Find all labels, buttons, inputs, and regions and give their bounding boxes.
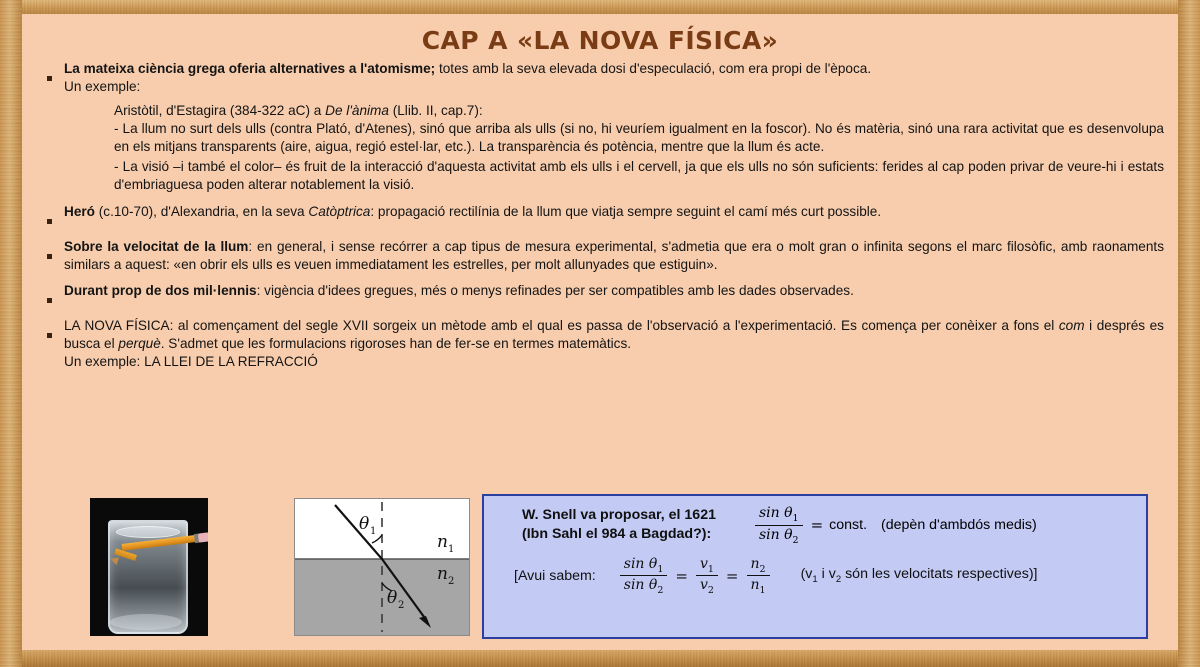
eq2-f1-den: sin θ xyxy=(623,577,658,594)
frame-edge-top xyxy=(0,0,1200,14)
eq1-num-sub: 1 xyxy=(792,512,799,524)
bullet-2-rest-a: (c.10-70), d'Alexandria, en la seva xyxy=(94,203,309,219)
eq1-den-sub: 2 xyxy=(792,534,799,546)
svg-text:2: 2 xyxy=(398,600,405,611)
snell-attribution-line-a: W. Snell va proposar, el 1621 xyxy=(522,507,716,524)
glass-base-shape xyxy=(110,614,182,630)
bullet-1-lead: La mateixa ciència grega oferia alternatives a l'atomisme; xyxy=(64,61,436,76)
slide-body xyxy=(22,55,1178,371)
svg-text:2: 2 xyxy=(448,576,455,587)
svg-text:1: 1 xyxy=(370,526,377,537)
svg-text:n: n xyxy=(437,532,448,552)
bullet-item-1 xyxy=(36,60,1164,96)
aristotle-heading xyxy=(114,102,1164,120)
snell-attribution-line-b: (Ibn Sahl el 984 a Bagdad?): xyxy=(522,526,712,543)
bullet-item-3 xyxy=(36,238,1164,274)
eq2-fraction-v xyxy=(696,556,718,597)
eq2-note-sub-a: 1 xyxy=(812,574,818,586)
page-title: CAP A «LA NOVA FÍSICA» xyxy=(421,26,779,55)
bullet-item-2 xyxy=(36,203,1164,229)
snell-attribution xyxy=(522,506,716,544)
eq2-note-a: (v xyxy=(800,566,813,583)
pencil-in-water-photo xyxy=(90,498,208,636)
eq2-note-sub-b: 2 xyxy=(835,574,842,586)
bullet-1-rest: totes amb la seva elevada dosi d'especulació, com era propi de l'època. xyxy=(435,61,872,76)
bullet-square-icon xyxy=(36,203,64,229)
snell-box-line-1 xyxy=(484,496,1146,546)
bullet-4-text xyxy=(64,282,1164,300)
eq2-f1-den-sub: 2 xyxy=(657,585,664,597)
svg-text:n: n xyxy=(437,564,448,584)
eq2-f1-num: sin θ xyxy=(623,555,658,572)
eq2-note-c: són les velocitats respectives)] xyxy=(841,566,1038,583)
pencil-eraser xyxy=(198,532,208,542)
eq1-den: sin θ xyxy=(758,526,793,543)
bullet-1-text xyxy=(64,60,1164,96)
eq1-note: (depèn d'ambdós medis) xyxy=(881,517,1037,534)
eq2-fraction-sin xyxy=(620,556,668,597)
frame-edge-right xyxy=(1178,0,1200,667)
eq1-rhs: const. xyxy=(829,517,868,534)
bullet-4-rest: : vigència d'idees gregues, més o menys refinades per ser compatibles amb les dades observades. xyxy=(256,283,854,299)
eq2-equals-a: = xyxy=(675,566,688,585)
aristotle-work-title: De l'ànima xyxy=(325,102,389,118)
eq2-f2-num: v xyxy=(699,555,708,572)
svg-text:θ: θ xyxy=(387,588,398,608)
bullet-square-icon xyxy=(36,60,64,86)
bullet-5-second-line: Un exemple: LA LLEI DE LA REFRACCIÓ xyxy=(64,354,318,370)
bullet-2-lead: Heró xyxy=(64,203,95,219)
eq2-f3-den: n xyxy=(750,577,760,594)
bullet-square-icon xyxy=(36,317,64,343)
bullet-square-icon xyxy=(36,282,64,308)
bullet-4-lead: Durant prop de dos mil·lennis xyxy=(64,283,257,299)
media-row xyxy=(22,484,1178,644)
bullet-3-rest: : en general, i sense recórrer a cap tipus de mesura experimental, s'admetia que era o molt gran o infinita segons el marc filosòfic, amb raonaments similars a aquest: «en obrir els ulls es veuen immediatament les estrelles, per molt allunyades que estiguin». xyxy=(64,238,1165,272)
snell-law-box xyxy=(482,494,1148,639)
bullet-5-text xyxy=(64,317,1164,371)
bullet-5-lead: LA NOVA FÍSICA xyxy=(64,318,170,334)
slide-canvas xyxy=(22,14,1178,650)
eq2-equals-b: = xyxy=(725,566,739,585)
eq2-f3-num: n xyxy=(750,555,760,572)
eq2-velocity-note xyxy=(801,566,1038,585)
bullet-3-text xyxy=(64,238,1164,274)
eq2-fraction-n xyxy=(747,556,770,597)
svg-text:1: 1 xyxy=(448,544,455,555)
eq1-equals: = xyxy=(810,516,824,535)
bullet-3-lead: Sobre la velocitat de la llum xyxy=(64,238,249,254)
snell-ratio-fraction xyxy=(755,505,803,546)
eq1-num: sin θ xyxy=(758,505,793,521)
bullet-2-italic: Catòptrica xyxy=(308,203,371,219)
svg-text:θ: θ xyxy=(359,514,370,534)
bullet-5-italic-a: com xyxy=(1058,318,1085,334)
snell-box-line-2 xyxy=(484,546,1146,597)
eq2-f2-den: v xyxy=(699,577,708,594)
frame-edge-bottom xyxy=(0,650,1200,667)
bullet-5-rest-b: i després es busca el xyxy=(64,318,1164,352)
eq2-f1-num-sub: 1 xyxy=(657,563,664,575)
aristotle-paragraph-2: - La visió –i també el color– és fruit de la interacció d'aquesta activitat amb els ulls i el cervell, ja que els ulls no són suficients: ferides al cap poden privar de veure-hi i estats d'embriaguesa poden alterar notablement la visió. xyxy=(114,158,1164,192)
bullet-5-italic-b: perquè xyxy=(118,336,161,352)
refraction-diagram xyxy=(294,498,470,636)
eq2-f3-den-sub: 1 xyxy=(759,585,766,597)
eq2-note-b: i v xyxy=(817,566,836,583)
bullet-5-rest-c: . S'admet que les formulacions rigoroses han de fer-se en termes matemàtics. xyxy=(160,336,632,352)
frame-edge-left xyxy=(0,0,22,667)
eq2-f3-num-sub: 2 xyxy=(759,563,766,575)
aristotle-paragraph-1: - La llum no surt dels ulls (contra Plató, d'Atenes), sinó que arriba als ulls (si no, hi veuríem igualment en la foscor). No és matèria, sinó una rara activitat que es desenvolupa en els mitjans transparents (aire, aigua, regió estel·lar, etc.). La transparència és potència, mentre que la llum és acte. xyxy=(114,120,1164,154)
bullet-item-5 xyxy=(36,317,1164,371)
bullet-item-4 xyxy=(36,282,1164,308)
aristotle-heading-a: Aristòtil, d'Estagira (384-322 aC) a xyxy=(114,102,326,118)
bullet-1-second-line: Un exemple: xyxy=(64,78,141,94)
bullet-2-text xyxy=(64,203,1164,221)
eq2-f2-num-sub: 1 xyxy=(707,563,714,575)
aristotle-heading-b: (Llib. II, cap.7): xyxy=(388,102,483,118)
bullet-square-icon xyxy=(36,238,64,264)
today-we-know-label: [Avui sabem: xyxy=(514,567,596,584)
bullet-5-rest-a: : al començament del segle XVII sorgeix un mètode amb el qual es passa de l'observació a l'experimentació. Es comença per conèixer a fons el xyxy=(169,318,1059,334)
eq2-f2-den-sub: 2 xyxy=(707,585,714,597)
bullet-2-rest-b: : propagació rectilínia de la llum que viatja sempre seguint el camí més curt possible. xyxy=(370,203,882,219)
